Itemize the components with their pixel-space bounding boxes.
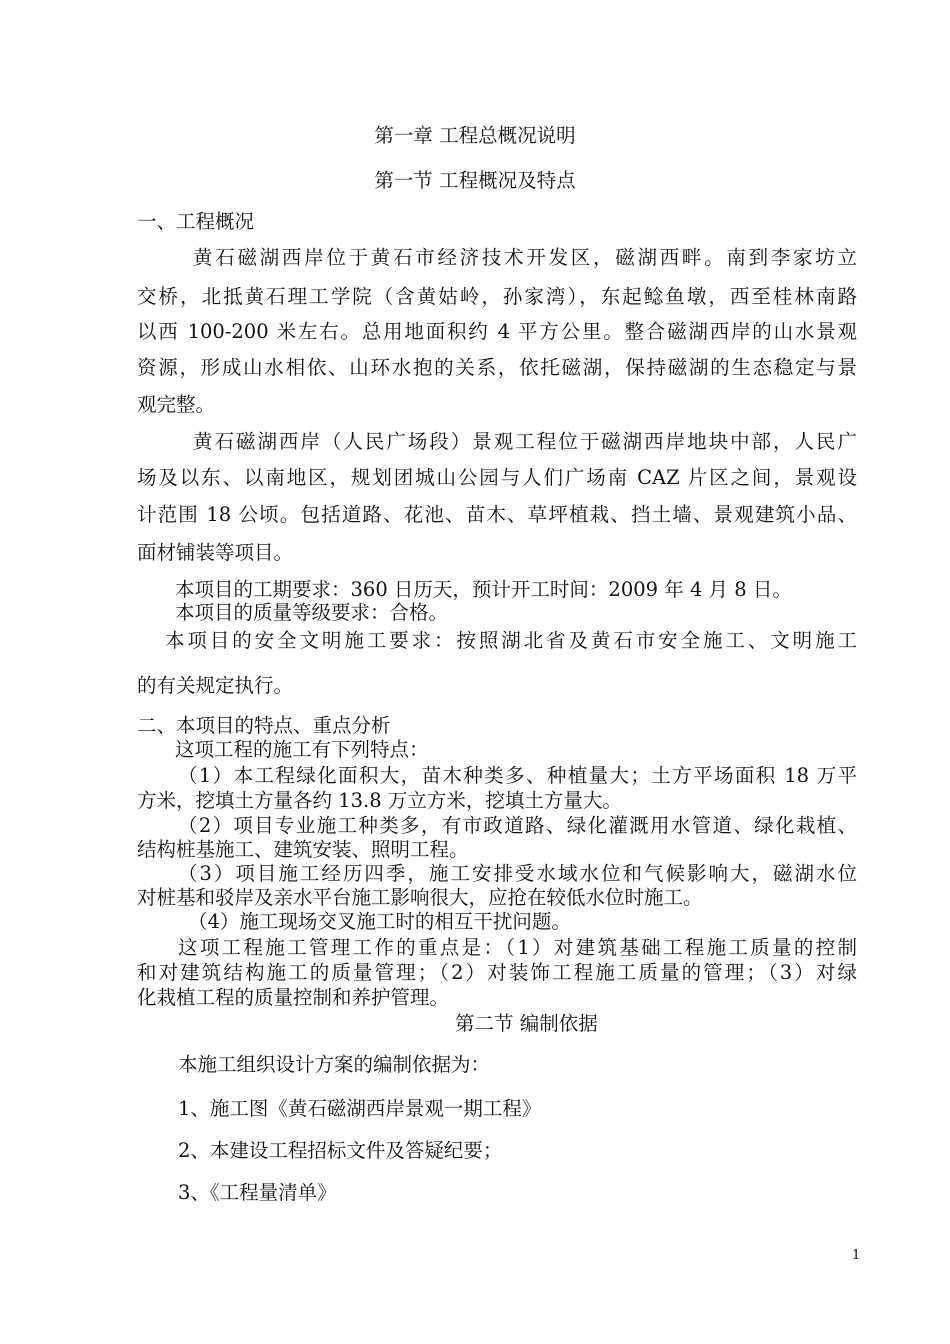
text-line: 计范围 18 公顷。包括道路、花池、苗木、草坪植栽、挡土墙、景观建筑小品、 <box>137 503 857 526</box>
text-line: 交桥，北抵黄石理工学院（含黄姑岭，孙家湾），东起鲶鱼墩，西至桂林南路 <box>137 285 857 308</box>
text-line: 黄石磁湖西岸位于黄石市经济技术开发区，磁湖西畔。南到李家坊立 <box>193 246 857 269</box>
subheading-overview: 一、工程概况 <box>137 210 255 233</box>
quality-requirement: 本项目的质量等级要求：合格。 <box>175 601 449 624</box>
page-number: 1 <box>852 1248 861 1263</box>
text-line: （1）本工程绿化面积大，苗木种类多、种植量大；土方平场面积 18 万平 <box>178 764 857 787</box>
section-title-1: 第一节 工程概况及特点 <box>374 169 576 192</box>
text-line: 和对建筑结构施工的质量管理；（2）对装饰工程施工质量的管理；（3）对绿 <box>137 961 857 984</box>
text-line: 方米，挖填土方量各约 13.8 万立方米，挖填土方量大。 <box>137 789 622 812</box>
text-line: 以西 100-200 米左右。总用地面积约 4 平方公里。整合磁湖西岸的山水景观 <box>137 320 857 343</box>
text-line: 黄石磁湖西岸（人民广场段）景观工程位于磁湖西岸地块中部，人民广 <box>193 430 857 453</box>
text-line: （2）项目专业施工种类多，有市政道路、绿化灌溉用水管道、绿化栽植、 <box>178 814 857 837</box>
text-line: 面材铺装等项目。 <box>137 541 294 564</box>
features-intro: 这项工程的施工有下列特点： <box>175 738 429 761</box>
chapter-title: 第一章 工程总概况说明 <box>374 124 576 147</box>
list-item: 1、施工图《黄石磁湖西岸景观一期工程》 <box>178 1097 542 1120</box>
feature-item-4: （4）施工现场交叉施工时的相互干扰问题。 <box>188 910 571 933</box>
text-line: 的有关规定执行。 <box>137 674 294 697</box>
text-line: 观完整。 <box>137 393 216 416</box>
text-line: （3）项目施工经历四季，施工安排受水域水位和气候影响大，磁湖水位 <box>178 862 857 885</box>
list-item: 2、本建设工程招标文件及答疑纪要； <box>178 1139 503 1162</box>
subheading-features: 二、本项目的特点、重点分析 <box>137 714 391 737</box>
text-line: 本项目的安全文明施工要求：按照湖北省及黄石市安全施工、文明施工 <box>165 629 857 652</box>
text-line: 化栽植工程的质量控制和养护管理。 <box>137 986 450 1009</box>
text-line: 资源，形成山水相依、山环水抱的关系，依托磁湖，保持磁湖的生态稳定与景 <box>137 356 857 379</box>
basis-intro: 本施工组织设计方案的编制依据为： <box>178 1053 491 1076</box>
text-line: 场及以东、以南地区，规划团城山公园与人们广场南 CAZ 片区之间，景观设 <box>137 466 857 489</box>
section-title-2: 第二节 编制依据 <box>455 1012 598 1035</box>
text-line: 结构桩基施工、建筑安装、照明工程。 <box>137 838 469 861</box>
text-line: 这项工程施工管理工作的重点是：（1）对建筑基础工程施工质量的控制 <box>178 936 857 959</box>
text-line: 对桩基和驳岸及亲水平台施工影响很大，应抢在较低水位时施工。 <box>137 886 703 909</box>
list-item: 3、《工程量清单》 <box>178 1181 337 1204</box>
schedule-requirement: 本项目的工期要求：360 日历天，预计开工时间：2009 年 4 月 8 日。 <box>175 578 792 601</box>
